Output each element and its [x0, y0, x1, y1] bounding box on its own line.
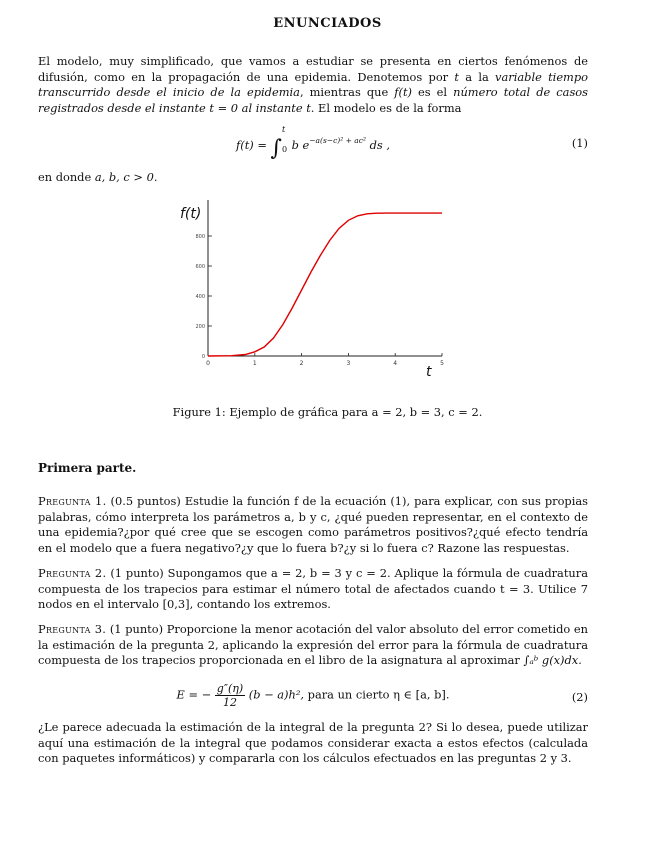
question-3 [38, 622, 588, 669]
eq1-upper: t [281, 125, 286, 134]
question-1 [38, 494, 588, 556]
intro-t0: t = 0 [209, 100, 239, 115]
eq1-lower: 0 [281, 145, 288, 154]
x-tick-label: 0 [206, 360, 210, 367]
intro-text-2: a la [465, 69, 489, 84]
intro-ft: f(t) [394, 85, 412, 100]
eq1-integrand: b e [291, 138, 310, 152]
x-tick-label: 3 [346, 360, 351, 367]
figure-caption [0, 405, 655, 419]
eq1-number: (1) [571, 136, 588, 150]
closing-paragraph: ¿Le parece adecuada la estimación de la integral de la pregunta 2? Si lo desea, puede utilizar aquí una estimación de la integral que podamos considerar exacta a estos efectos (calculada con paquetes informáticos) y compararla con los cálculos efectuados en las preguntas 2 y 3. [38, 720, 588, 766]
intro-italic-2: número total de casos registrados desde el instante [38, 85, 589, 115]
intro-italic-3: al instante [241, 100, 303, 115]
page-title: ENUNCIADOS [273, 16, 382, 31]
where-cond: a, b, c > 0. [94, 170, 158, 184]
eq2-number: (2) [571, 690, 588, 704]
intro-italic-1: variable tiempo transcurrido desde el inicio de la epidemia [38, 69, 589, 100]
eq2-denominator: 12 [222, 696, 237, 709]
x-tick-label: 5 [440, 360, 444, 367]
q1-text: (0.5 puntos) Estudie la función f de la ecuación (1), para explicar, con sus propias palabras, cómo interpreta los parámetros a, b y c, ¿qué pueden representar, en el contexto de una epidemia?¿por qué cree que se escogen como parámetros positivos?¿qué efecto tendría en el modelo que a fuera negativo?¿y que lo fuera b?¿y si lo fuera c? Razone las respuestas. [38, 494, 589, 555]
x-tick-label: 2 [299, 360, 304, 367]
x-axis-label: t [426, 364, 432, 380]
integral-sign: ∫ [270, 136, 282, 161]
section-heading: Primera parte. [38, 461, 137, 475]
x-tick-label: 1 [252, 360, 257, 367]
intro-text-5: . El modelo es de la forma [310, 100, 462, 115]
series-line [208, 213, 442, 356]
y-tick-label: 0 [201, 354, 205, 360]
y-tick-label: 200 [195, 324, 205, 330]
intro-paragraph [38, 54, 588, 116]
y-tick-label: 600 [195, 264, 205, 270]
y-tick-label: 400 [195, 294, 205, 300]
eq1-lhs: f(t) = [236, 138, 267, 152]
where-text: en donde [38, 170, 92, 184]
q3-integral: ∫ₐᵇ g(x)dx. [523, 653, 582, 668]
q1-label: Pregunta 1. [38, 494, 107, 508]
y-tick-label: 800 [195, 234, 205, 240]
eq2-numerator: g″(η) [216, 682, 244, 695]
q2-label: Pregunta 2. [38, 566, 107, 580]
equation-2 [38, 676, 588, 709]
question-2 [38, 566, 588, 613]
equation-1 [38, 125, 588, 161]
intro-var-t: t [454, 69, 459, 84]
figure-1-chart [170, 196, 460, 386]
intro-text-3: , mientras que [299, 85, 389, 100]
where-paragraph [38, 170, 588, 186]
q3-text: (1 punto) Proporcione la menor acotación del valor absoluto del error cometido en la estimación de la pregunta 2, aplicando la expresión del error para la fórmula de cuadratura compuesta de los trapecios proporcionada en el libro de la asignatura al aproximar [38, 622, 588, 668]
y-axis-label: f(t) [180, 206, 202, 222]
eq1-exponent: −a(s−c)² + ac² [309, 136, 366, 145]
eq1-ds: ds , [369, 138, 390, 152]
intro-text-1: El modelo, muy simplificado, que vamos a estudiar se presenta en ciertos fenómenos de difusión, como en la propagación de una epidemia. Denotemos por [38, 54, 588, 84]
eq2-cond: para un cierto η ∈ [a, b]. [307, 687, 450, 702]
caption-label: Figure 1: [172, 405, 226, 419]
intro-t-end: t [306, 100, 311, 115]
intro-text-4: es el [418, 85, 448, 100]
eq2-lhs: E = − [176, 687, 212, 702]
eq2-rest: (b − a)h², [248, 687, 305, 702]
x-tick-label: 4 [393, 360, 398, 367]
q3-label: Pregunta 3. [38, 622, 107, 636]
caption-text: Ejemplo de gráfica para a = 2, b = 3, c = 2. [229, 405, 483, 419]
q2-text: (1 punto) Supongamos que a = 2, b = 3 y c = 2. Aplique la fórmula de cuadratura compuesta de los trapecios para estimar el número total de afectados cuando t = 3. Utilice 7 nodos en el intervalo [0,3], contando los extremos. [38, 566, 589, 612]
